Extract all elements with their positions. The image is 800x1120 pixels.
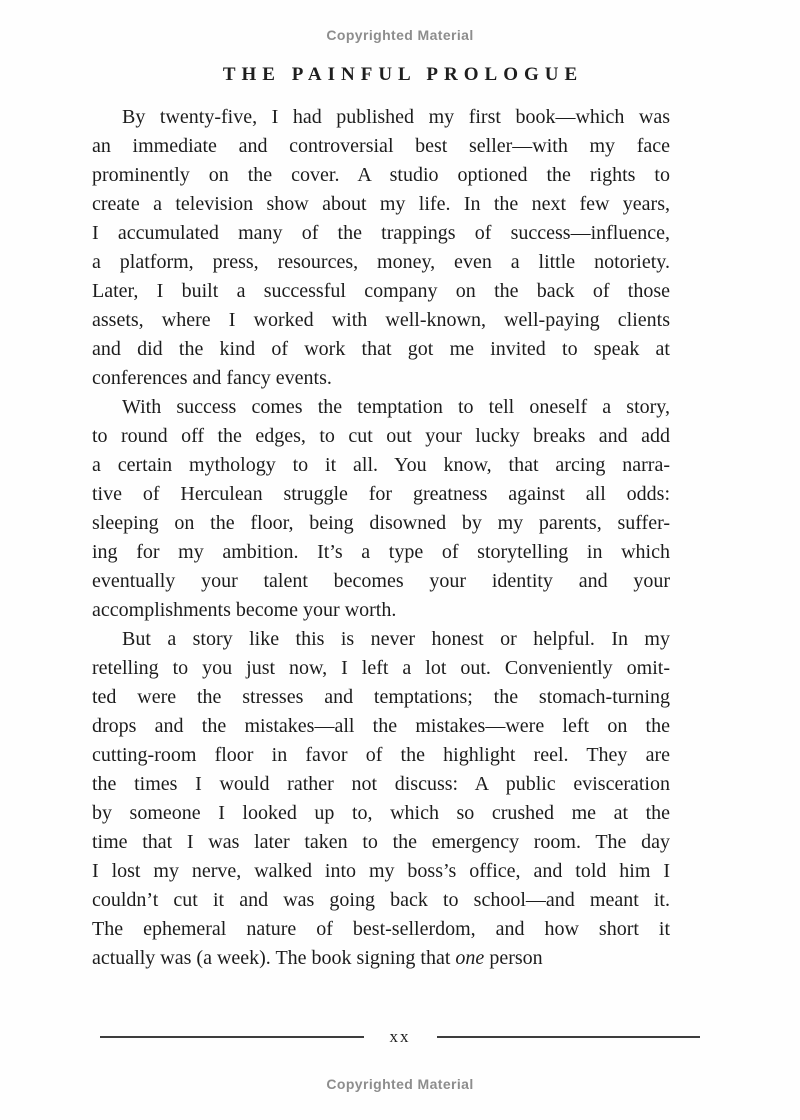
footer-rule-right [437, 1036, 701, 1038]
text-line: by someone I looked up to, which so crushed me at the [92, 802, 670, 824]
paragraph [92, 103, 670, 393]
text-line: With success comes the temptation to tell oneself a story, [122, 396, 670, 418]
text-line: Later, I built a successful company on the back of those [92, 280, 670, 302]
text-line: I accumulated many of the trappings of success—influence, [92, 222, 670, 244]
footer-rule-left [100, 1036, 364, 1038]
page-footer [100, 1026, 700, 1048]
copyright-notice-bottom: Copyrighted Material [326, 1076, 474, 1092]
text-line: accomplishments become your worth. [92, 599, 397, 621]
chapter-title: THE PAINFUL PROLOGUE [222, 64, 584, 85]
text-line: a certain mythology to it all. You know, that arcing narra- [92, 454, 670, 476]
text-line: tive of Herculean struggle for greatness against all odds: [92, 483, 670, 505]
text-line: and did the kind of work that got me invited to speak at [92, 338, 670, 360]
text-line: eventually your talent becomes your identity and your [92, 570, 670, 592]
text-line: cutting-room floor in favor of the highlight reel. They are [92, 744, 670, 766]
text-line: sleeping on the floor, being disowned by my parents, suffer- [92, 512, 670, 534]
text-line: create a television show about my life. In the next few years, [92, 193, 670, 215]
text-line: actually was (a week). The book signing that one person [92, 947, 543, 969]
text-line: retelling to you just now, I left a lot out. Conveniently omit- [92, 657, 670, 679]
text-line: time that I was later taken to the emergency room. The day [92, 831, 670, 853]
text-line: couldn’t cut it and was going back to school—and meant it. [92, 889, 670, 911]
text-line: the times I would rather not discuss: A public evisceration [92, 773, 670, 795]
text-line: assets, where I worked with well-known, well-paying clients [92, 309, 670, 331]
text-line: ing for my ambition. It’s a type of storytelling in which [92, 541, 670, 563]
paragraph [92, 393, 670, 625]
text-line: an immediate and controversial best seller—with my face [92, 135, 670, 157]
text-line: prominently on the cover. A studio optioned the rights to [92, 164, 670, 186]
text-line: But a story like this is never honest or helpful. In my [122, 628, 670, 650]
text-line: conferences and fancy events. [92, 367, 332, 389]
text-line: ted were the stresses and temptations; the stomach-turning [92, 686, 670, 708]
text-line: a platform, press, resources, money, even a little notoriety. [92, 251, 670, 273]
text-line: The ephemeral nature of best-sellerdom, and how short it [92, 918, 670, 940]
text-line: drops and the mistakes—all the mistakes—were left on the [92, 715, 670, 737]
text-line: I lost my nerve, walked into my boss’s office, and told him I [92, 860, 670, 882]
text-line: By twenty-five, I had published my first book—which was [122, 106, 670, 128]
text-line: to round off the edges, to cut out your lucky breaks and add [92, 425, 670, 447]
page-number: xx [389, 1026, 411, 1046]
copyright-notice-top: Copyrighted Material [326, 27, 474, 43]
body-text [92, 103, 670, 973]
paragraph [92, 625, 670, 973]
